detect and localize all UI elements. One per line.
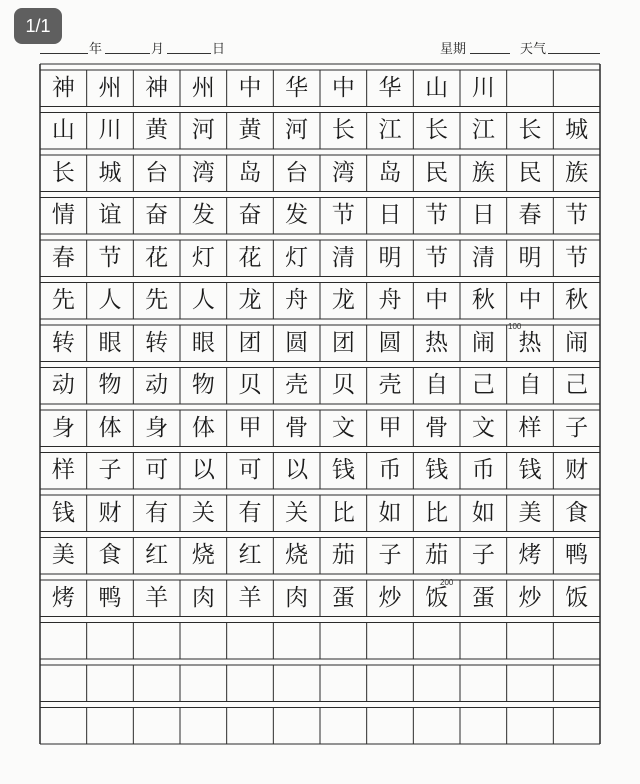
grid-character: 骨 <box>285 414 309 441</box>
grid-character: 钱 <box>425 457 449 484</box>
counter-100: 100 <box>508 322 522 331</box>
grid-character: 闹 <box>565 329 589 356</box>
grid-character: 台 <box>145 159 169 186</box>
grid-character: 奋 <box>238 202 262 229</box>
grid-character: 财 <box>565 457 589 484</box>
grid-character: 如 <box>378 499 402 526</box>
grid-character: 谊 <box>98 202 122 229</box>
grid-character: 肉 <box>191 584 215 611</box>
grid-character: 中 <box>425 287 449 314</box>
grid-character: 钱 <box>518 457 542 484</box>
grid-character: 族 <box>565 159 589 186</box>
grid-character: 中 <box>331 74 355 101</box>
grid-character: 币 <box>378 457 402 484</box>
grid-character: 河 <box>285 117 309 144</box>
grid-character: 明 <box>378 244 402 271</box>
grid-character: 动 <box>145 372 169 399</box>
grid-character: 先 <box>51 287 75 314</box>
grid-character: 红 <box>238 542 262 569</box>
grid-character: 体 <box>191 414 215 441</box>
grid-character: 灯 <box>285 244 309 271</box>
grid-character: 鸭 <box>565 542 589 569</box>
grid-character: 关 <box>191 499 215 526</box>
grid-character: 子 <box>471 542 495 569</box>
grid-character: 人 <box>98 287 122 314</box>
grid-character: 花 <box>145 244 169 271</box>
grid-character: 族 <box>471 159 495 186</box>
grid-character: 美 <box>518 499 542 526</box>
grid-character: 节 <box>425 202 449 229</box>
grid-character: 情 <box>51 202 75 229</box>
grid-character: 台 <box>285 159 309 186</box>
grid-character: 湾 <box>331 159 355 186</box>
grid-character: 样 <box>518 414 542 441</box>
grid-character: 河 <box>191 117 215 144</box>
grid-character: 日 <box>378 202 402 229</box>
month-label: 月 <box>151 42 165 57</box>
grid-character: 节 <box>565 202 589 229</box>
grid-character: 舟 <box>285 287 309 314</box>
grid-character: 眼 <box>98 329 122 356</box>
grid-character: 食 <box>98 542 122 569</box>
grid-character: 饭 <box>565 584 589 611</box>
grid-character: 中 <box>238 74 262 101</box>
grid-character: 民 <box>518 159 542 186</box>
grid-character: 身 <box>51 414 75 441</box>
grid-character: 州 <box>98 74 122 101</box>
grid-character: 华 <box>378 74 402 101</box>
grid-character: 人 <box>191 287 215 314</box>
grid-character: 秋 <box>565 287 589 314</box>
grid-character: 长 <box>518 117 542 144</box>
grid-character: 岛 <box>238 159 262 186</box>
grid-character: 茄 <box>331 542 355 569</box>
counter-200: 200 <box>440 578 454 587</box>
grid-character: 清 <box>471 244 495 271</box>
grid-character: 蛋 <box>471 584 495 611</box>
grid-character: 圆 <box>285 329 309 356</box>
grid-character: 有 <box>145 499 169 526</box>
grid-character: 山 <box>51 117 75 144</box>
grid-character: 江 <box>471 117 495 144</box>
grid-character: 动 <box>51 372 75 399</box>
grid-character: 长 <box>425 117 449 144</box>
grid-character: 黄 <box>238 117 262 144</box>
grid-character: 子 <box>565 414 589 441</box>
weather-label: 天气 <box>520 42 547 57</box>
grid-character: 城 <box>565 117 589 144</box>
grid-character: 龙 <box>238 287 262 314</box>
grid-character: 钱 <box>331 457 355 484</box>
grid-character: 贝 <box>331 372 355 399</box>
grid-character: 贝 <box>238 372 262 399</box>
grid-character: 圆 <box>378 329 402 356</box>
grid-character: 州 <box>191 74 215 101</box>
grid-character: 财 <box>98 499 122 526</box>
grid-character: 川 <box>471 74 495 101</box>
grid-character: 茄 <box>425 542 449 569</box>
grid-character: 花 <box>238 244 262 271</box>
grid-character: 民 <box>425 159 449 186</box>
grid-character: 发 <box>191 202 215 229</box>
grid-character: 样 <box>51 457 75 484</box>
grid-character: 币 <box>471 457 495 484</box>
grid-character: 身 <box>145 414 169 441</box>
grid-character: 羊 <box>145 584 169 611</box>
weekday-label: 星期 <box>440 42 467 57</box>
grid-character: 可 <box>145 457 169 484</box>
grid-character: 自 <box>425 372 449 399</box>
grid-character: 比 <box>425 499 449 526</box>
grid-character: 如 <box>471 499 495 526</box>
grid-character: 热 <box>518 329 542 356</box>
grid-character: 湾 <box>191 159 215 186</box>
page-indicator: 1/1 <box>14 8 62 44</box>
grid-character: 春 <box>51 244 75 271</box>
grid-character: 炒 <box>378 584 402 611</box>
grid-character: 烤 <box>51 584 75 611</box>
grid-character: 节 <box>331 202 355 229</box>
grid-character: 关 <box>285 499 309 526</box>
grid-character: 己 <box>471 372 495 399</box>
grid-character: 团 <box>238 329 262 356</box>
year-label: 年 <box>89 42 103 57</box>
grid-character: 江 <box>378 117 402 144</box>
grid-character: 黄 <box>145 117 169 144</box>
grid-character: 城 <box>98 159 122 186</box>
grid-character: 眼 <box>191 329 215 356</box>
grid-character: 以 <box>285 457 309 484</box>
grid-character: 烤 <box>518 542 542 569</box>
grid-character: 岛 <box>378 159 402 186</box>
grid-character: 烧 <box>285 542 309 569</box>
grid-character: 体 <box>98 414 122 441</box>
grid-character: 甲 <box>378 414 402 441</box>
grid-character: 明 <box>518 244 542 271</box>
grid-character: 龙 <box>331 287 355 314</box>
grid-character: 川 <box>98 117 122 144</box>
grid-character: 团 <box>331 329 355 356</box>
grid-character: 神 <box>51 74 75 101</box>
grid-character: 山 <box>425 74 449 101</box>
grid-character: 长 <box>331 117 355 144</box>
grid-character: 热 <box>425 329 449 356</box>
day-label: 日 <box>212 42 226 57</box>
grid-character: 物 <box>98 372 122 399</box>
grid-character: 春 <box>518 202 542 229</box>
grid-character: 羊 <box>238 584 262 611</box>
grid-character: 节 <box>425 244 449 271</box>
grid-character: 饭 <box>425 584 449 611</box>
grid-character: 鸭 <box>98 584 122 611</box>
grid-character: 红 <box>145 542 169 569</box>
grid-character: 美 <box>51 542 75 569</box>
grid-character: 节 <box>565 244 589 271</box>
grid-character: 闹 <box>471 329 495 356</box>
grid-character: 己 <box>565 372 589 399</box>
grid-character: 文 <box>331 414 355 441</box>
grid-character: 炒 <box>518 584 542 611</box>
grid-character: 发 <box>285 202 309 229</box>
grid-character: 比 <box>331 499 355 526</box>
grid-character: 子 <box>378 542 402 569</box>
grid-character: 骨 <box>425 414 449 441</box>
grid-character: 甲 <box>238 414 262 441</box>
grid-character: 子 <box>98 457 122 484</box>
grid-character: 物 <box>191 372 215 399</box>
grid-character: 转 <box>51 329 75 356</box>
grid-character: 食 <box>565 499 589 526</box>
grid-character: 秋 <box>471 287 495 314</box>
grid-character: 节 <box>98 244 122 271</box>
grid-character: 中 <box>518 287 542 314</box>
grid-character: 奋 <box>145 202 169 229</box>
grid-character: 以 <box>191 457 215 484</box>
grid-character: 先 <box>145 287 169 314</box>
grid-character: 肉 <box>285 584 309 611</box>
grid-character: 蛋 <box>331 584 355 611</box>
grid-character: 灯 <box>191 244 215 271</box>
grid-character: 长 <box>51 159 75 186</box>
grid-character: 可 <box>238 457 262 484</box>
grid-character: 壳 <box>378 372 402 399</box>
grid-character: 神 <box>145 74 169 101</box>
grid-character: 华 <box>285 74 309 101</box>
grid-character: 有 <box>238 499 262 526</box>
grid-character: 日 <box>471 202 495 229</box>
grid-character: 自 <box>518 372 542 399</box>
grid-character: 舟 <box>378 287 402 314</box>
grid-character: 壳 <box>285 372 309 399</box>
grid-character: 烧 <box>191 542 215 569</box>
grid-character: 钱 <box>51 499 75 526</box>
grid-character: 转 <box>145 329 169 356</box>
grid-character: 清 <box>331 244 355 271</box>
grid-character: 文 <box>471 414 495 441</box>
